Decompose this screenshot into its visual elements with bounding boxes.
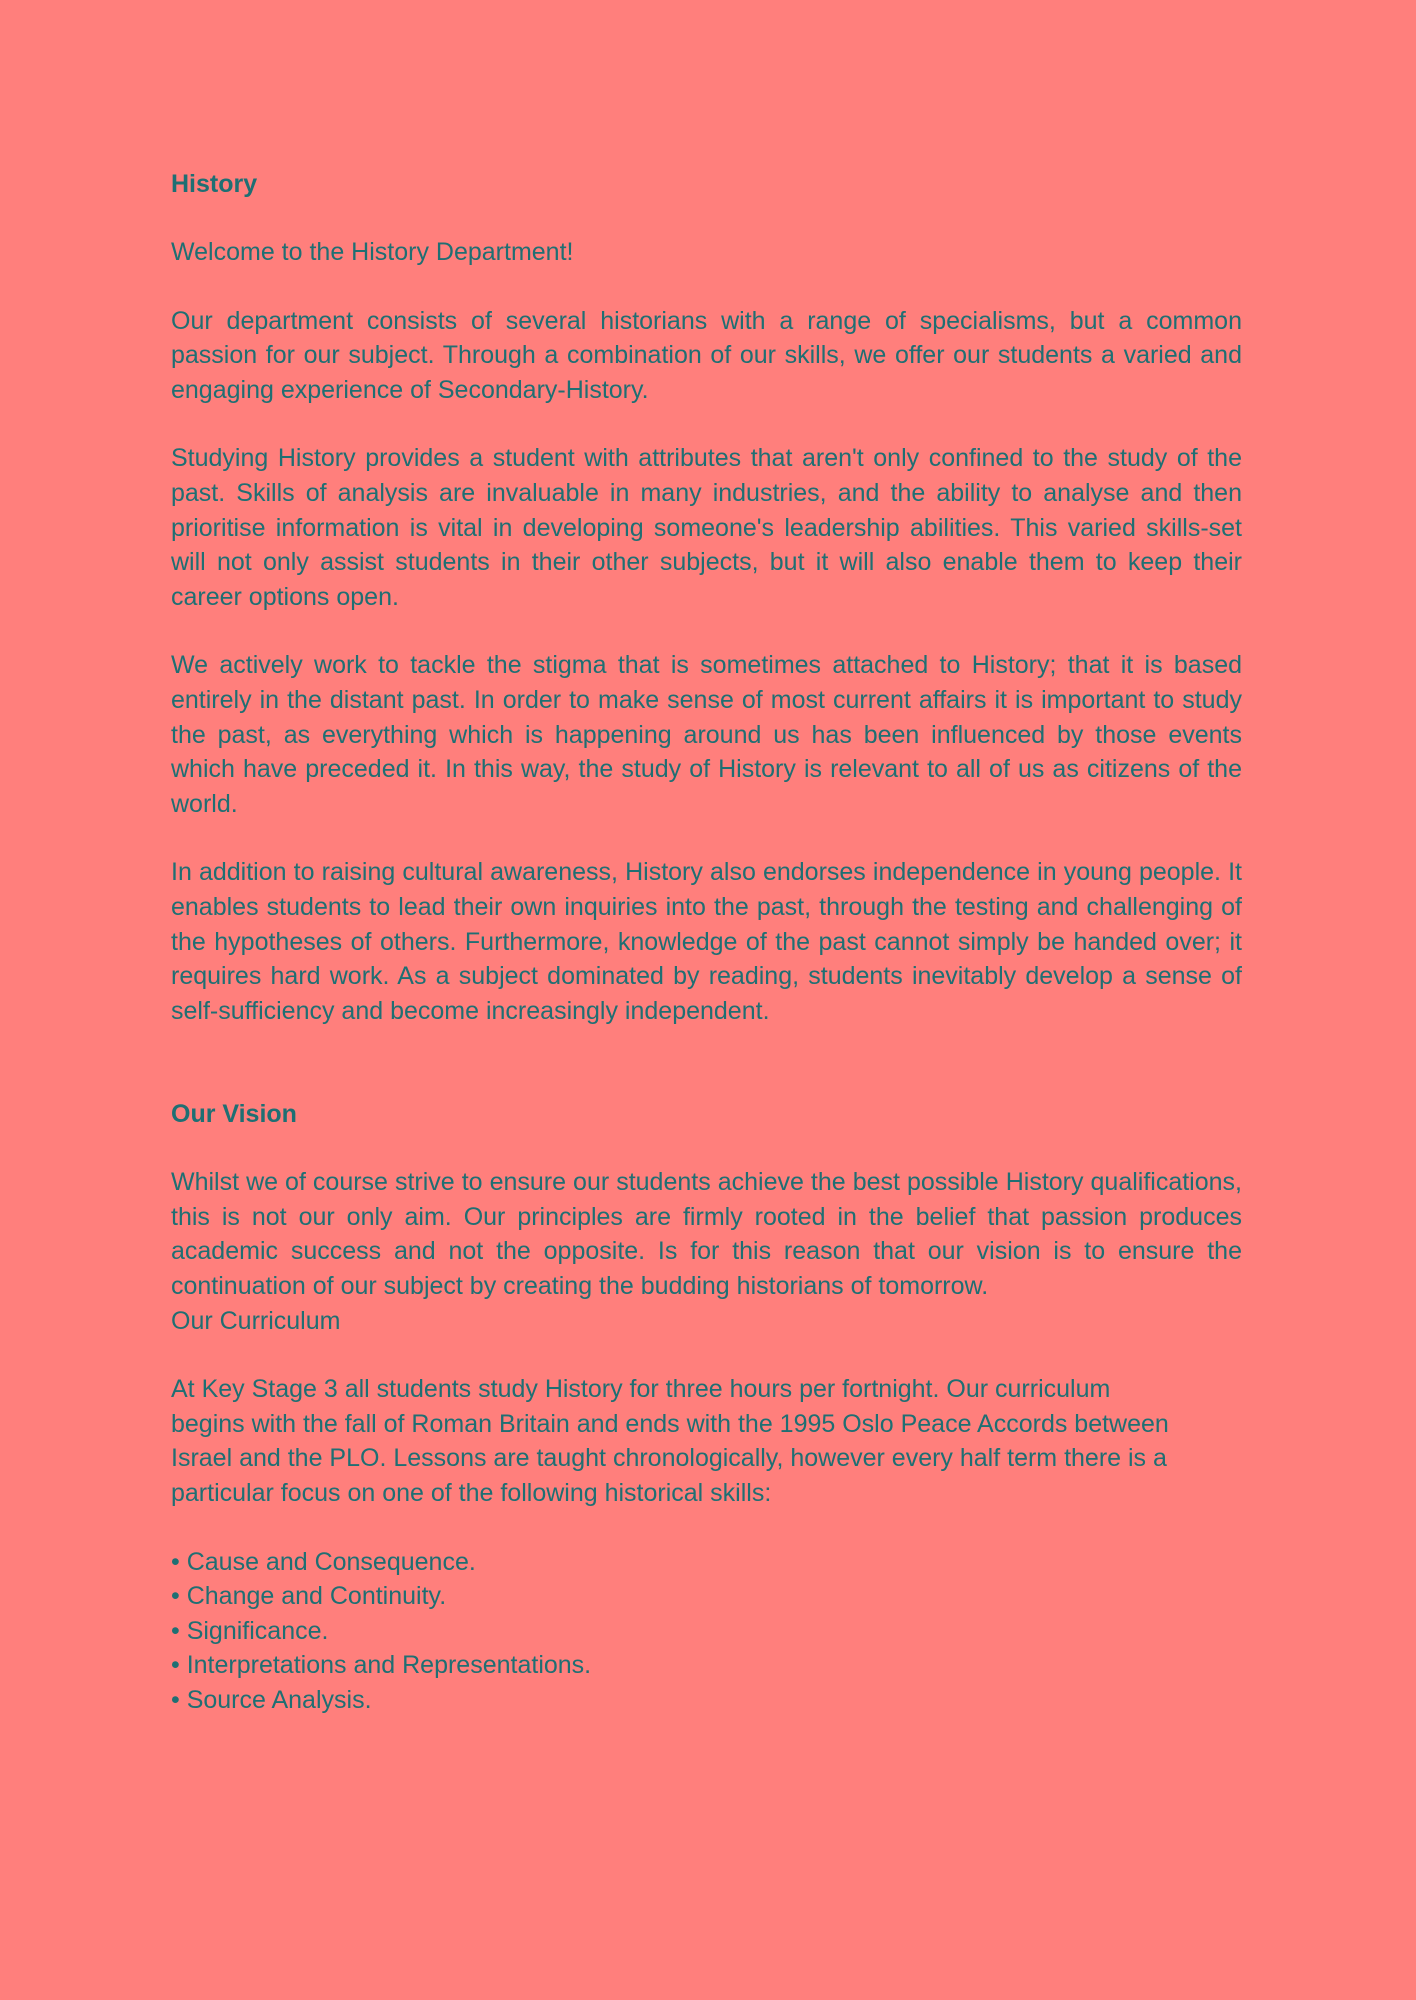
intro-paragraph-1: Our department consists of several historians with a range of specialisms, but a common passion for our subject. Through a combination of our skills, we offer our students a varied and engaging experience of Secondary-History. bbox=[171, 306, 1242, 404]
vision-heading: Our Vision bbox=[171, 1100, 297, 1129]
skill-list-item: • Interpretations and Representations. bbox=[171, 1648, 1242, 1683]
history-department-article bbox=[171, 167, 1242, 1718]
document-title: History bbox=[171, 170, 258, 198]
skill-list-item: • Source Analysis. bbox=[171, 1683, 1242, 1718]
skill-list-item: • Cause and Consequence. bbox=[171, 1545, 1242, 1580]
curriculum-heading: Our Curriculum bbox=[171, 1306, 341, 1335]
intro-paragraph-4: In addition to raising cultural awareness, History also endorses independence in young people. It enables students to lead their own inquiries into the past, through the testing and challenging of the hypotheses of others. Furthermore, knowledge of the past cannot simply be handed over; it requires hard work. As a subject dominated by reading, students inevitably develop a sense of self-sufficiency and become increasingly independent. bbox=[171, 858, 1242, 1025]
welcome-line: Welcome to the History Department! bbox=[171, 238, 574, 266]
historical-skills-list bbox=[171, 1545, 1242, 1718]
intro-paragraph-3: We actively work to tackle the stigma that is sometimes attached to History; that it is based entirely in the distant past. In order to make sense of most current affairs it is important to study the past, as everything which is happening around us has been influenced by those events which have preceded it. In this way, the study of History is relevant to all of us as citizens of the world. bbox=[171, 651, 1242, 818]
vision-paragraph: Whilst we of course strive to ensure our students achieve the best possible History qualifications, this is not our only aim. Our principles are firmly rooted in the belief that passion produces academic success and not the opposite. Is for this reason that our vision is to ensure the continuation of our subject by creating the budding historians of tomorrow. bbox=[171, 1168, 1242, 1301]
curriculum-paragraph: At Key Stage 3 all students study History for three hours per fortnight. Our curriculum begins with the fall of Roman Britain and ends with the 1995 Oslo Peace Accords between Israel and the PLO. Lessons are taught chronologically, however every half term there is a particular focus on one of the following historical skills: bbox=[171, 1375, 1169, 1508]
skill-list-item: • Change and Continuity. bbox=[171, 1579, 1242, 1614]
skill-list-item: • Significance. bbox=[171, 1614, 1242, 1649]
intro-paragraph-2: Studying History provides a student with attributes that aren't only confined to the study of the past. Skills of analysis are invaluable in many industries, and the ability to analyse and then prioritise information is vital in developing someone's leadership abilities. This varied skills-set will not only assist students in their other subjects, but it will also enable them to keep their career options open. bbox=[171, 444, 1242, 611]
